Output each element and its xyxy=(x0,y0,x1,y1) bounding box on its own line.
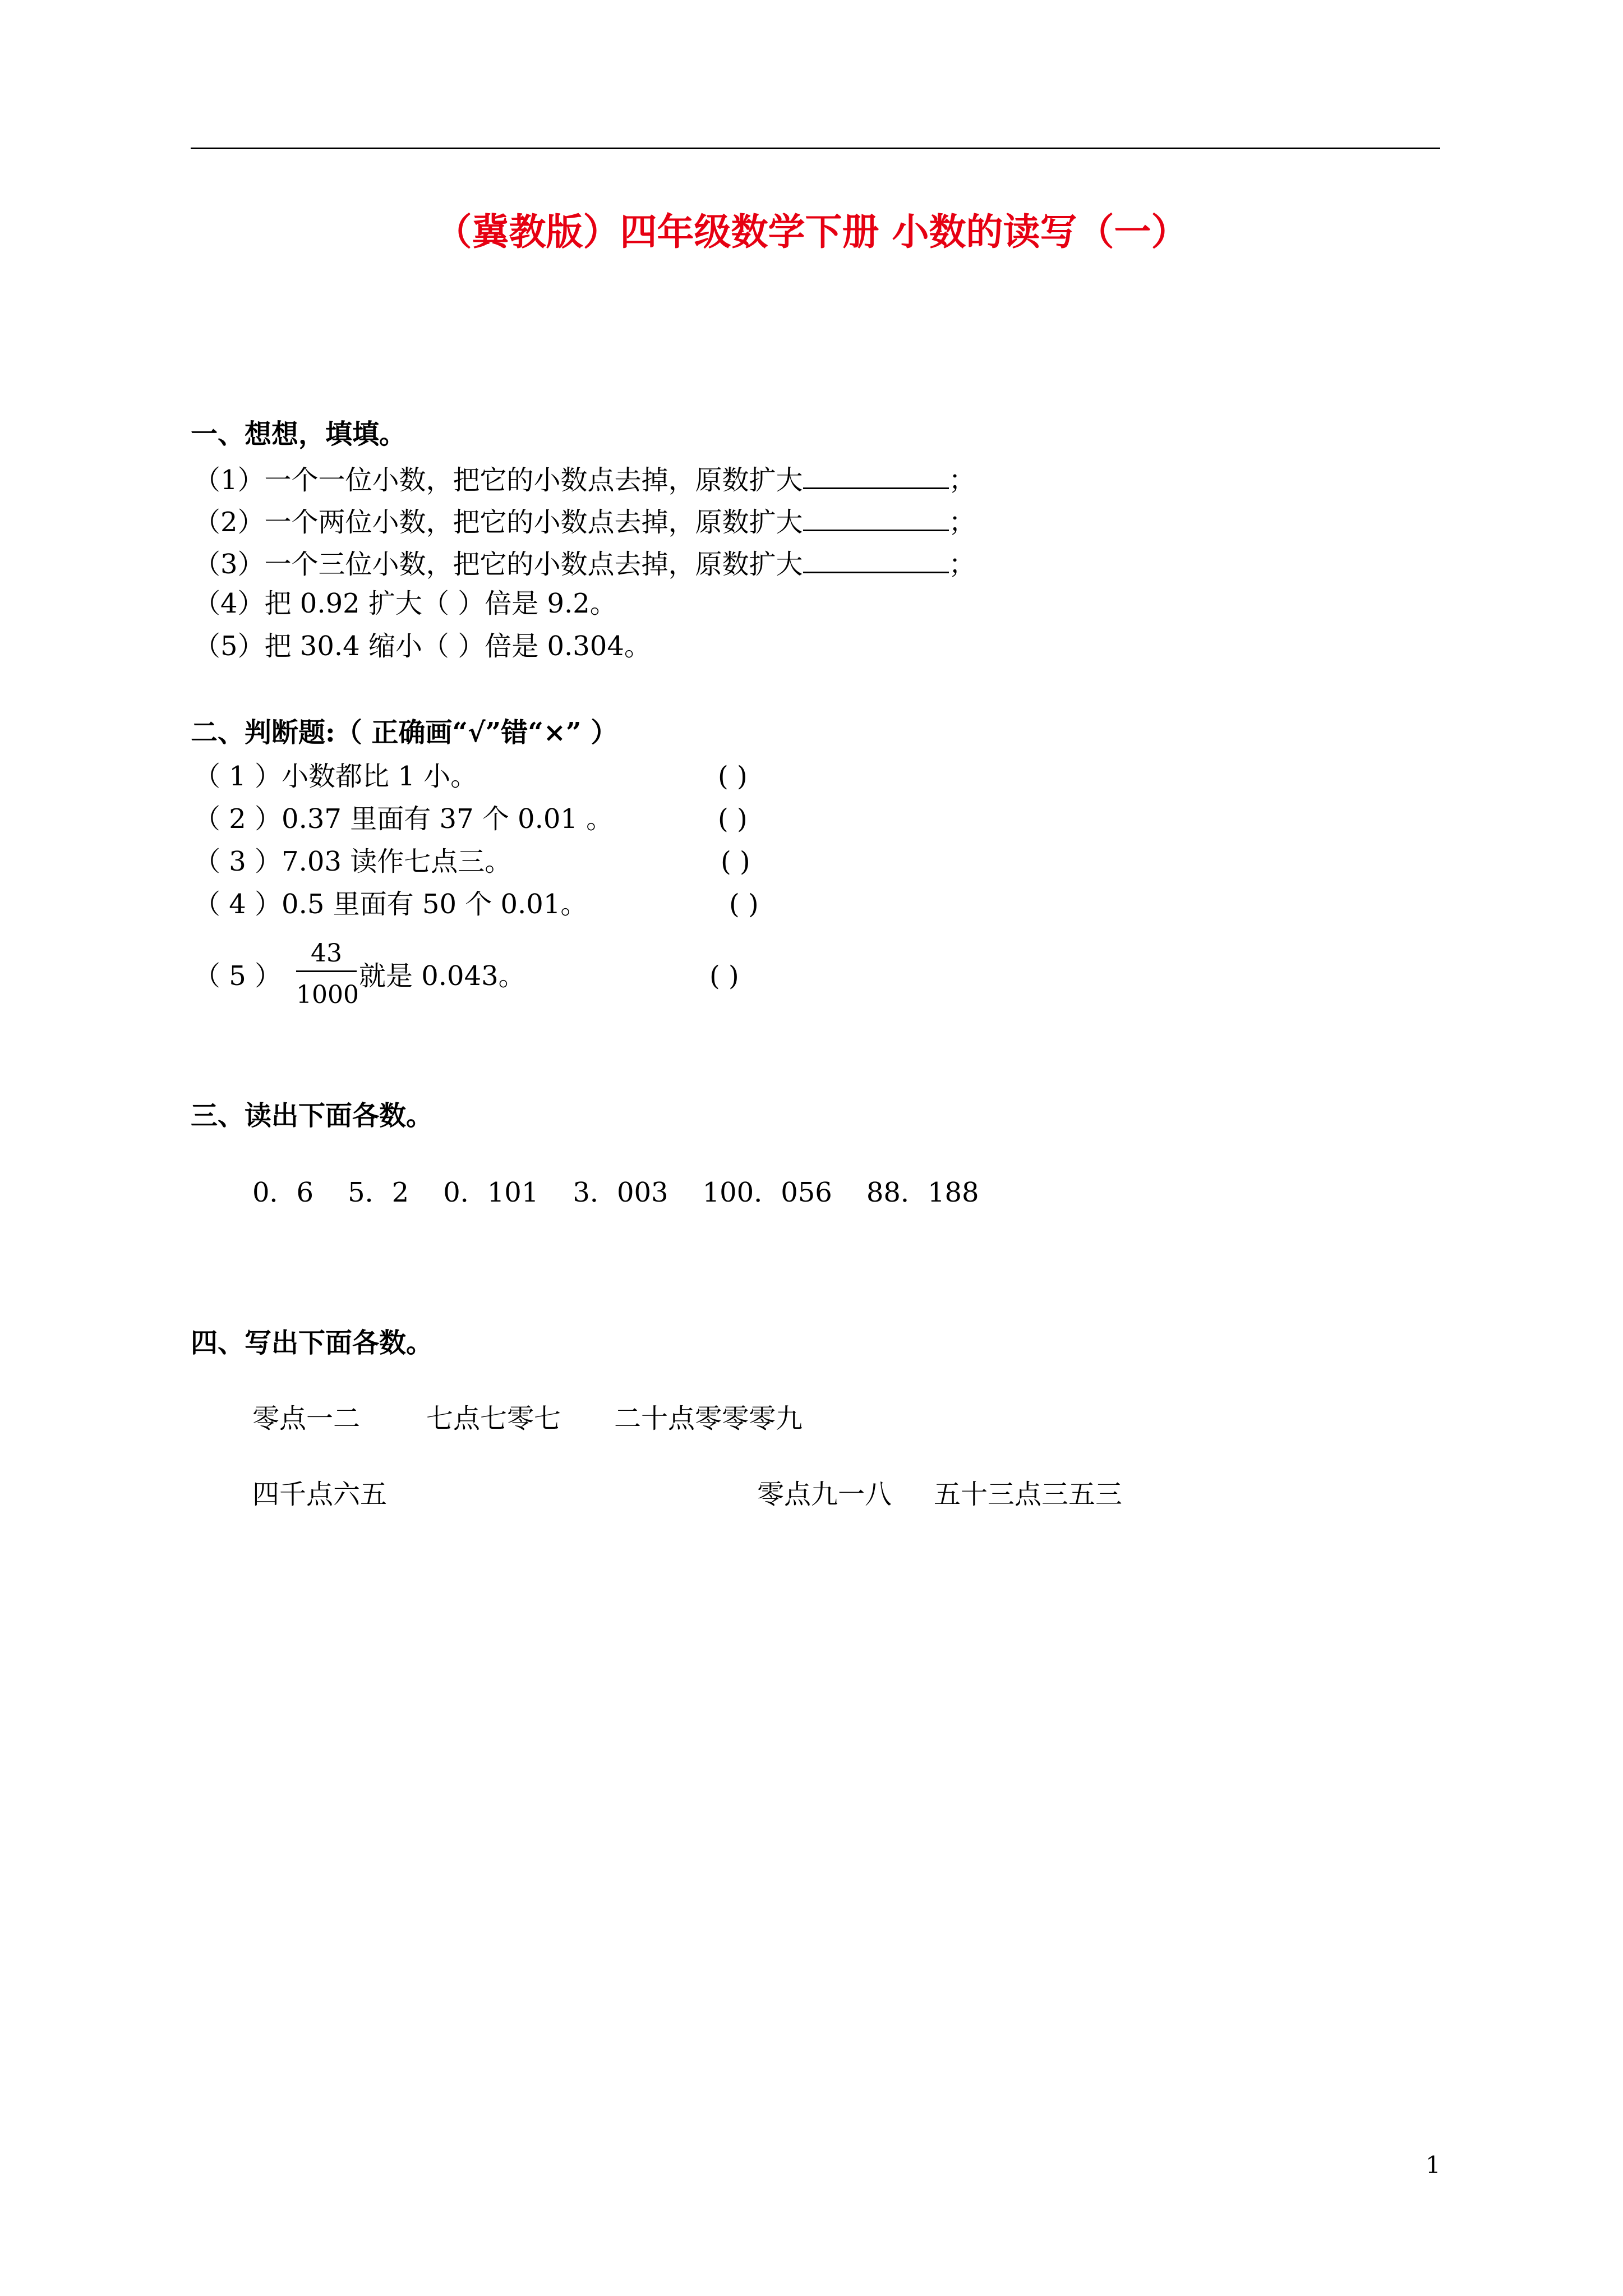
end-mark: ； xyxy=(948,464,976,496)
s1-item-1 xyxy=(193,463,976,494)
s4-word-1: 零点一二 xyxy=(252,1403,361,1434)
s4-word-4: 四千点六五 xyxy=(252,1479,388,1510)
fraction-bar xyxy=(296,970,357,972)
s1-item-3-text: （3）一个三位小数，把它的小数点去掉，原数扩大 xyxy=(193,549,803,580)
answer-paren: ( ) xyxy=(718,761,748,792)
s1-item-4: （4）把 0.92 扩大（ ）倍是 9.2。 xyxy=(193,588,617,619)
fraction xyxy=(296,936,357,1009)
page-title: （冀教版）四年级数学下册 小数的读写（一） xyxy=(435,210,1188,254)
s1-item-5: （5）把 30.4 缩小（ ）倍是 0.304。 xyxy=(193,631,651,662)
s4-word-5: 零点九一八 xyxy=(757,1479,892,1510)
s1-item-3 xyxy=(193,547,976,578)
s2-item-4: （ 4 ）0.5 里面有 50 个 0.01。 xyxy=(193,889,588,920)
fraction-numerator: 43 xyxy=(311,939,342,968)
s2-item-5: （ 5 ） xyxy=(193,960,282,992)
header-rule xyxy=(191,148,1440,149)
section-2-heading: 二、判断题:（ 正确画“√”错“×” ） xyxy=(191,717,618,748)
s4-word-3: 二十点零零零九 xyxy=(614,1403,803,1434)
s4-word-6: 五十三点三五三 xyxy=(934,1479,1123,1510)
answer-paren: ( ) xyxy=(718,803,748,835)
page-number: 1 xyxy=(1426,2151,1441,2179)
fraction-denominator: 1000 xyxy=(296,981,359,1009)
s1-item-2-text: （2）一个两位小数，把它的小数点去掉，原数扩大 xyxy=(193,507,803,538)
answer-paren: ( ) xyxy=(721,846,750,877)
s2-item-5-tail: 就是 0.043。 xyxy=(359,960,525,992)
answer-blank xyxy=(803,547,949,573)
answer-blank xyxy=(803,505,949,531)
s1-item-1-text: （1）一个一位小数，把它的小数点去掉，原数扩大 xyxy=(193,464,803,496)
end-mark: ； xyxy=(948,549,976,580)
answer-paren: ( ) xyxy=(729,889,759,920)
s4-word-2: 七点七零七 xyxy=(426,1403,561,1434)
answer-blank xyxy=(803,463,949,489)
s2-item-3: （ 3 ）7.03 读作七点三。 xyxy=(193,846,512,877)
s1-item-2 xyxy=(193,505,976,536)
section-4-heading: 四、写出下面各数。 xyxy=(191,1327,434,1359)
s2-item-2: （ 2 ）0.37 里面有 37 个 0.01 。 xyxy=(193,803,614,835)
section-1-heading: 一、想想，填填。 xyxy=(191,418,407,450)
answer-paren: ( ) xyxy=(709,960,739,992)
s2-item-1: （ 1 ）小数都比 1 小。 xyxy=(193,761,478,792)
s3-numbers: 0．6 5．2 0．101 3．003 100．056 88．188 xyxy=(252,1177,979,1208)
section-3-heading: 三、读出下面各数。 xyxy=(191,1100,434,1131)
end-mark: ； xyxy=(948,507,976,538)
